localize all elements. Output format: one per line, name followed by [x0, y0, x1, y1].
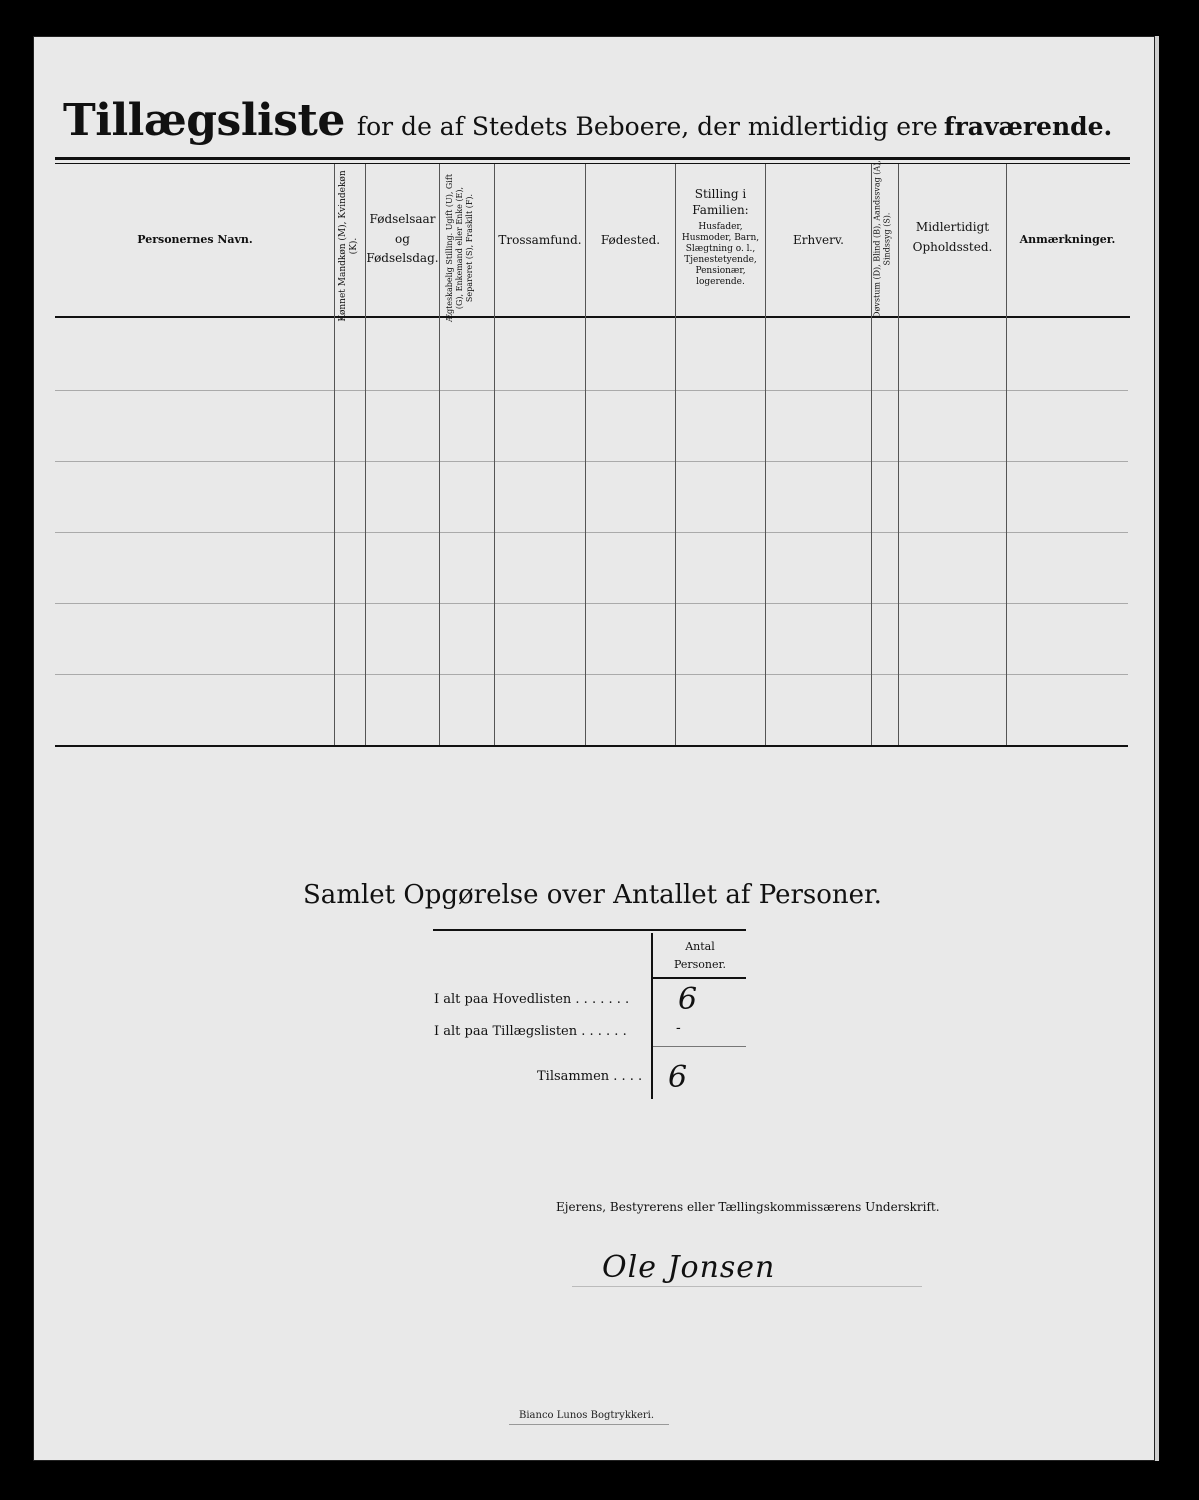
header-remarks: Anmærkninger.	[1019, 233, 1116, 246]
summary-value-total: 6	[668, 1060, 688, 1095]
header-birthplace: Fødested.	[600, 233, 661, 247]
header-disability: Døvstum (D), Blind (B), Aandssvag (A), Sindssyg (S).	[872, 160, 892, 318]
summary-col-header-1: Antal	[685, 940, 715, 953]
page-edge	[1155, 36, 1159, 1461]
header-birth-line2: og	[395, 232, 410, 246]
table-row-line	[55, 461, 1128, 462]
summary-header-rule	[653, 977, 746, 979]
table-bottom-rule	[55, 745, 1128, 747]
summary-value-main: 6	[678, 982, 698, 1017]
summary-top-rule	[433, 929, 746, 931]
header-sex: Kønnet Mandkøn (M), Kvindekøn (K).	[338, 170, 359, 322]
title-sub: for de af Stedets Beboere, der midlertidig ere	[356, 112, 938, 141]
printer-rule	[509, 1424, 669, 1425]
form-title	[63, 95, 1123, 146]
table-top-rule-thin	[55, 163, 1130, 164]
column-divider	[765, 164, 766, 745]
header-temp-line2: Opholdssted.	[912, 240, 993, 254]
table-row-line	[55, 532, 1128, 533]
summary-value-supplement: -	[676, 1020, 681, 1036]
header-bottom-rule	[55, 316, 1130, 318]
column-divider	[585, 164, 586, 745]
printer-imprint: Bianco Lunos Bogtrykkeri.	[519, 1410, 655, 1421]
summary-row-label-main: I alt paa Hovedlisten . . . . . . .	[434, 992, 630, 1007]
table-row-line	[55, 603, 1128, 604]
title-main: Tillægsliste	[63, 95, 345, 146]
header-occupation: Erhverv.	[792, 233, 844, 247]
header-family-detail: Husfader, Husmoder, Barn, Slægtning o. l., Tjenestetyende, Pensionær, logerende.	[681, 222, 760, 287]
header-faith: Trossamfund.	[498, 233, 582, 247]
header-birth-line3: Fødselsdag.	[366, 251, 439, 265]
header-birth-line1: Fødselsaar	[369, 212, 436, 226]
header-names: Personernes Navn.	[137, 233, 253, 246]
summary-row-label-supplement: I alt paa Tillægslisten . . . . . .	[434, 1024, 627, 1039]
table-row-line	[55, 674, 1128, 675]
signature: Ole Jonsen	[602, 1250, 776, 1285]
column-divider	[675, 164, 676, 745]
header-family-line2: Familien:	[692, 203, 749, 217]
column-divider	[439, 164, 440, 745]
summary-column-divider	[651, 933, 653, 1099]
summary-col-header-2: Personer.	[673, 958, 727, 971]
table-row-line	[55, 390, 1128, 391]
header-temp-line1: Midlertidigt	[915, 220, 990, 234]
signature-line	[572, 1286, 922, 1287]
column-divider	[1006, 164, 1007, 745]
summary-title: Samlet Opgørelse over Antallet af Personer.	[303, 880, 882, 910]
title-emphasis: fraværende.	[943, 112, 1113, 141]
header-marital: Ægteskabelig Stilling. Ugift (U), Gift (G), Enkemand eller Enke (E), Separeret (S), Fraskilt (F).	[445, 173, 474, 323]
summary-subtotal-rule	[653, 1046, 746, 1047]
summary-row-label-total: Tilsammen . . . .	[537, 1069, 643, 1084]
column-divider	[494, 164, 495, 745]
column-divider	[334, 164, 335, 745]
table-top-rule	[55, 157, 1130, 160]
signature-caption: Ejerens, Bestyrerens eller Tællingskommissærens Underskrift.	[556, 1200, 940, 1214]
header-family-line1: Stilling i	[694, 187, 747, 201]
